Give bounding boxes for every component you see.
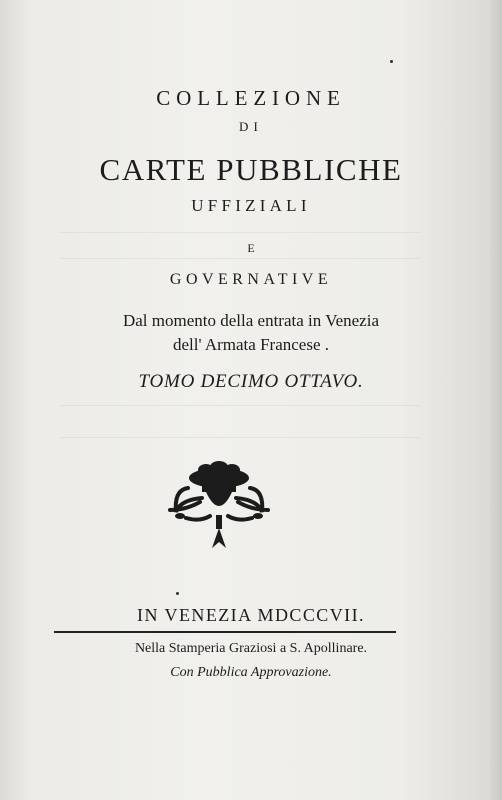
title-e: E [247, 241, 255, 255]
title-uffiziali: UFFIZIALI [191, 196, 311, 215]
bleed-through-line [60, 258, 420, 259]
printer-line: Nella Stamperia Graziosi a S. Apollinare. [134, 641, 368, 656]
title-collezione: COLLEZIONE [156, 86, 346, 110]
subtitle-line-2: dell' Armata Francese . [172, 335, 329, 354]
bleed-through-line [60, 232, 420, 233]
bleed-through-line [60, 405, 420, 406]
ink-speck [176, 592, 179, 595]
ink-speck [390, 60, 393, 63]
title-carte-pubbliche: CARTE PUBBLICHE [99, 152, 403, 187]
title-di: DI [238, 119, 264, 134]
imprint-place-date: IN VENEZIA MDCCCVII. [137, 605, 365, 625]
approval-line: Con Pubblica Approvazione. [170, 665, 332, 680]
volume-label: TOMO DECIMO OTTAVO. [138, 371, 364, 392]
subtitle-line-1: Dal momento della entrata in Venezia [122, 311, 379, 330]
title-governative: GOVERNATIVE [169, 271, 333, 288]
horizontal-rule [54, 631, 396, 633]
flower-basket-ornament-icon [166, 460, 272, 552]
bleed-through-line [60, 437, 420, 438]
